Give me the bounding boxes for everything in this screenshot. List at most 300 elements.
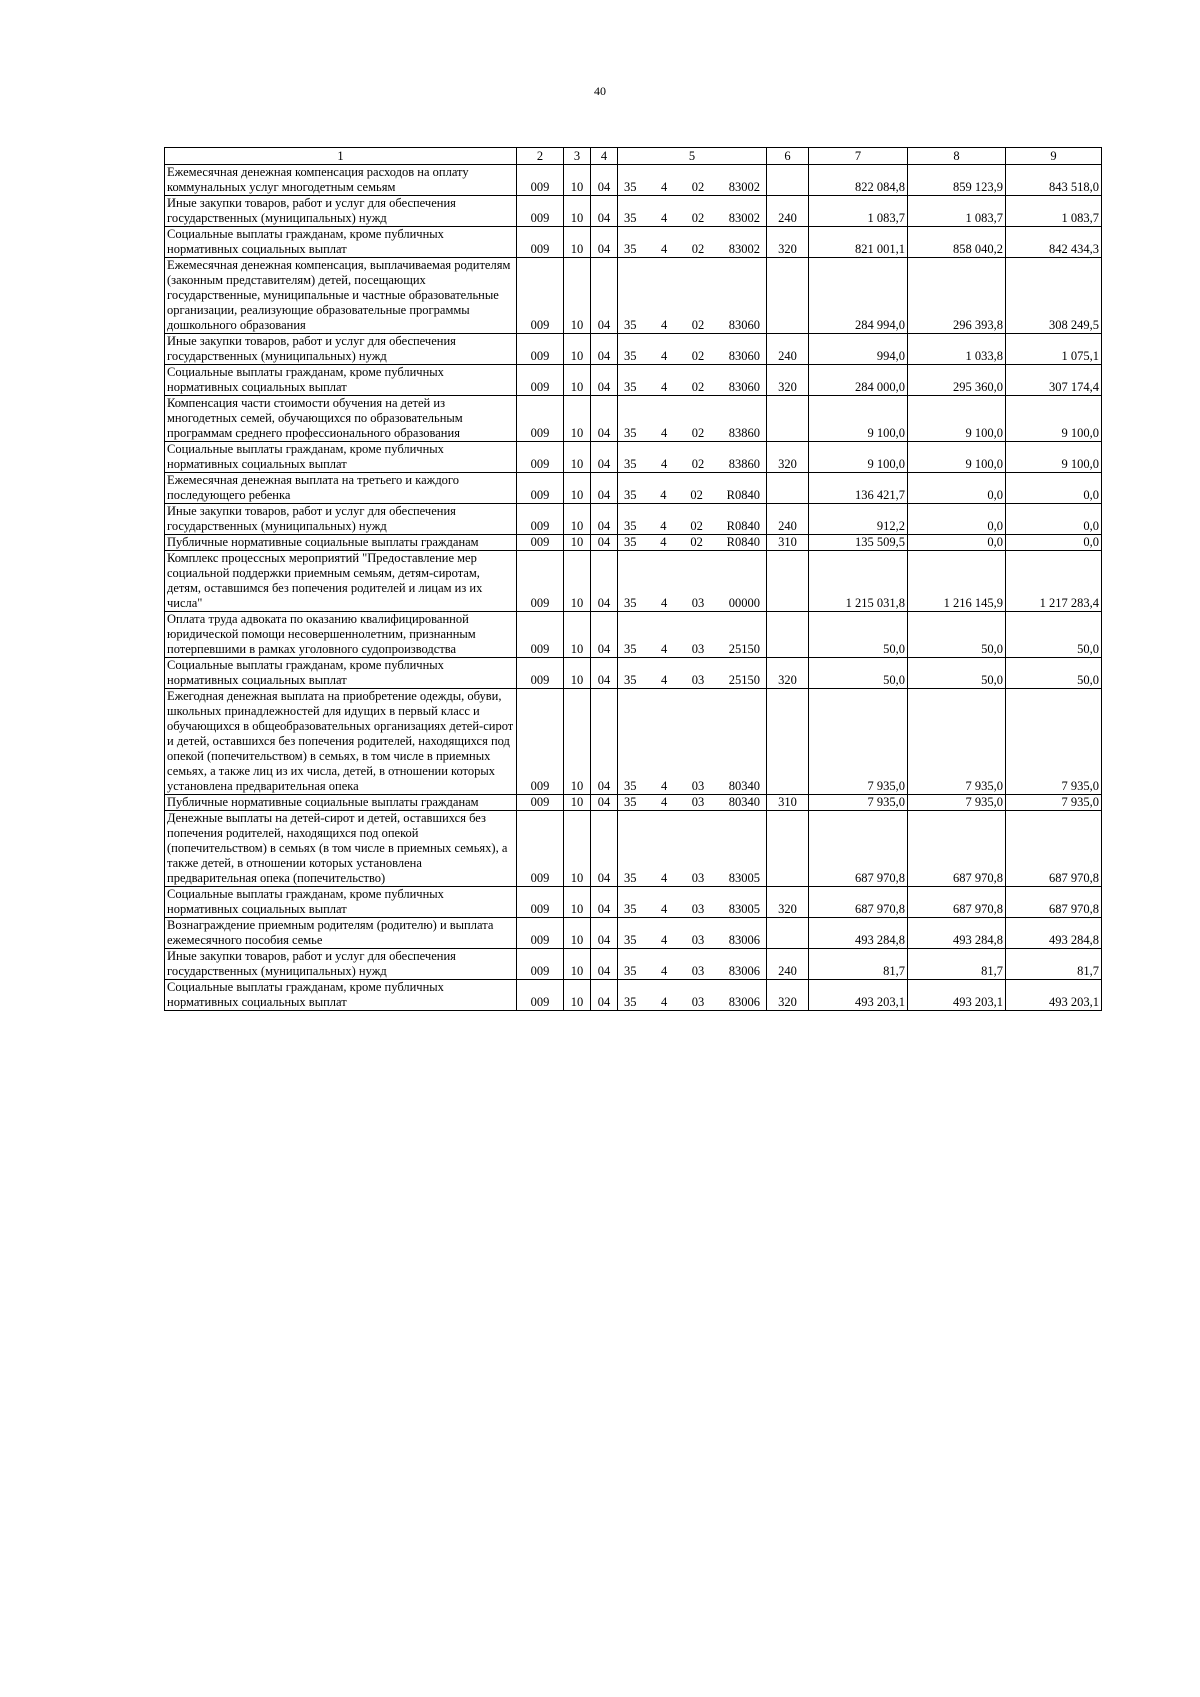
cell-amount-year3: 1 217 283,4 (1006, 551, 1102, 612)
table-row (165, 689, 1102, 795)
row-name: Социальные выплаты гражданам, кроме публичных нормативных социальных выплат (165, 980, 517, 1011)
cell-amount-year3: 493 203,1 (1006, 980, 1102, 1011)
cell-amount-year1: 822 084,8 (809, 165, 908, 196)
cell-expense-type: 240 (767, 196, 809, 227)
target-direction: 83860 (728, 426, 760, 440)
row-name: Иные закупки товаров, работ и услуг для обеспечения государственных (муниципальных) нужд (165, 334, 517, 365)
cell-subsection: 04 (591, 473, 618, 504)
cell-subsection: 04 (591, 535, 618, 551)
target-type: 4 (661, 242, 668, 256)
target-complex: 03 (691, 596, 705, 610)
cell-amount-year3: 687 970,8 (1006, 811, 1102, 887)
cell-section: 10 (564, 504, 591, 535)
cell-expense-type (767, 918, 809, 949)
cell-admin-code: 009 (517, 612, 564, 658)
table-row (165, 887, 1102, 918)
cell-subsection: 04 (591, 551, 618, 612)
cell-subsection: 04 (591, 365, 618, 396)
target-type: 4 (661, 795, 668, 809)
target-type: 4 (661, 995, 668, 1009)
col-header-3: 3 (564, 148, 591, 165)
table-row (165, 165, 1102, 196)
cell-amount-year3: 307 174,4 (1006, 365, 1102, 396)
cell-target-article (618, 612, 767, 658)
col-header-5: 5 (618, 148, 767, 165)
cell-target-article (618, 334, 767, 365)
target-type: 4 (661, 964, 668, 978)
target-complex: 02 (691, 318, 705, 332)
cell-amount-year1: 493 203,1 (809, 980, 908, 1011)
cell-admin-code: 009 (517, 689, 564, 795)
cell-amount-year1: 994,0 (809, 334, 908, 365)
cell-amount-year3: 1 075,1 (1006, 334, 1102, 365)
row-name: Ежемесячная денежная компенсация, выплачиваемая родителям (законным представителям) детей, посещающих государственные, муниципальные и частные образовательные организации, реализующие образовательные программы дошкольного образования (165, 258, 517, 334)
target-program: 35 (624, 211, 637, 225)
cell-amount-year1: 9 100,0 (809, 442, 908, 473)
cell-target-article (618, 689, 767, 795)
cell-subsection: 04 (591, 658, 618, 689)
target-type: 4 (661, 596, 668, 610)
cell-subsection: 04 (591, 258, 618, 334)
cell-subsection: 04 (591, 227, 618, 258)
cell-subsection: 04 (591, 949, 618, 980)
cell-admin-code: 009 (517, 887, 564, 918)
cell-expense-type (767, 396, 809, 442)
target-direction: 83060 (728, 318, 760, 332)
cell-subsection: 04 (591, 612, 618, 658)
cell-subsection: 04 (591, 918, 618, 949)
target-direction: 83060 (728, 380, 760, 394)
target-direction: 83002 (728, 211, 760, 225)
cell-target-article (618, 396, 767, 442)
target-complex: 03 (691, 795, 705, 809)
target-program: 35 (624, 902, 637, 916)
cell-section: 10 (564, 887, 591, 918)
target-type: 4 (661, 380, 668, 394)
target-complex: 02 (691, 211, 705, 225)
target-type: 4 (661, 871, 668, 885)
cell-expense-type (767, 473, 809, 504)
cell-subsection: 04 (591, 334, 618, 365)
cell-target-article (618, 795, 767, 811)
cell-target-article (618, 442, 767, 473)
cell-admin-code: 009 (517, 442, 564, 473)
target-direction: 25150 (728, 642, 760, 656)
target-direction: 00000 (728, 596, 760, 610)
cell-admin-code: 009 (517, 949, 564, 980)
cell-section: 10 (564, 918, 591, 949)
cell-amount-year3: 9 100,0 (1006, 396, 1102, 442)
table-row (165, 396, 1102, 442)
cell-section: 10 (564, 165, 591, 196)
cell-amount-year2: 0,0 (908, 504, 1006, 535)
cell-expense-type: 320 (767, 980, 809, 1011)
col-header-8: 8 (908, 148, 1006, 165)
target-direction: 80340 (728, 779, 760, 793)
table-row (165, 658, 1102, 689)
cell-amount-year3: 842 434,3 (1006, 227, 1102, 258)
cell-amount-year1: 1 215 031,8 (809, 551, 908, 612)
target-complex: 02 (691, 180, 705, 194)
cell-admin-code: 009 (517, 396, 564, 442)
cell-amount-year2: 50,0 (908, 658, 1006, 689)
cell-amount-year3: 493 284,8 (1006, 918, 1102, 949)
cell-amount-year2: 493 203,1 (908, 980, 1006, 1011)
cell-amount-year2: 687 970,8 (908, 811, 1006, 887)
target-type: 4 (661, 779, 668, 793)
cell-section: 10 (564, 334, 591, 365)
cell-subsection: 04 (591, 887, 618, 918)
target-type: 4 (661, 642, 668, 656)
target-direction: 83005 (728, 902, 760, 916)
cell-admin-code: 009 (517, 196, 564, 227)
cell-amount-year2: 0,0 (908, 473, 1006, 504)
row-name: Ежемесячная денежная компенсация расходов на оплату коммунальных услуг многодетным семьям (165, 165, 517, 196)
target-type: 4 (661, 349, 668, 363)
col-header-4: 4 (591, 148, 618, 165)
cell-amount-year2: 0,0 (908, 535, 1006, 551)
cell-amount-year3: 843 518,0 (1006, 165, 1102, 196)
cell-subsection: 04 (591, 980, 618, 1011)
target-type: 4 (660, 519, 667, 533)
cell-amount-year1: 821 001,1 (809, 227, 908, 258)
target-type: 4 (661, 902, 668, 916)
cell-subsection: 04 (591, 442, 618, 473)
target-program: 35 (624, 318, 637, 332)
target-direction: R0840 (726, 519, 760, 533)
cell-expense-type: 310 (767, 795, 809, 811)
target-program: 35 (624, 871, 637, 885)
row-name: Социальные выплаты гражданам, кроме публичных нормативных социальных выплат (165, 227, 517, 258)
table-row (165, 504, 1102, 535)
row-name: Иные закупки товаров, работ и услуг для обеспечения государственных (муниципальных) нужд (165, 949, 517, 980)
target-complex: 03 (691, 964, 705, 978)
target-direction: 83060 (728, 349, 760, 363)
table-row (165, 442, 1102, 473)
target-complex: 03 (691, 933, 705, 947)
target-complex: 03 (691, 779, 705, 793)
cell-amount-year3: 308 249,5 (1006, 258, 1102, 334)
cell-amount-year2: 81,7 (908, 949, 1006, 980)
target-program: 35 (624, 519, 637, 533)
cell-amount-year1: 7 935,0 (809, 795, 908, 811)
cell-target-article (618, 551, 767, 612)
row-name: Вознаграждение приемным родителям (родителю) и выплата ежемесячного пособия семье (165, 918, 517, 949)
table-row (165, 258, 1102, 334)
cell-amount-year1: 687 970,8 (809, 887, 908, 918)
row-name: Ежегодная денежная выплата на приобретение одежды, обуви, школьных принадлежностей для идущих в первый класс и обучающихся в общеобразовательных организациях детей-сирот и детей, оставшихся без попечения родителей, находящихся под опекой (попечительством) в семьях, в том числе в приемных семьях, а также лиц из их числа, детей, в отношении которых установлена предварительная опека (165, 689, 517, 795)
cell-amount-year2: 9 100,0 (908, 396, 1006, 442)
cell-target-article (618, 918, 767, 949)
cell-admin-code: 009 (517, 227, 564, 258)
cell-amount-year1: 9 100,0 (809, 396, 908, 442)
header-row (165, 148, 1102, 165)
cell-admin-code: 009 (517, 535, 564, 551)
cell-amount-year2: 50,0 (908, 612, 1006, 658)
cell-expense-type: 320 (767, 887, 809, 918)
cell-section: 10 (564, 658, 591, 689)
target-direction: 83005 (728, 871, 760, 885)
table-row (165, 365, 1102, 396)
cell-subsection: 04 (591, 504, 618, 535)
target-type: 4 (661, 211, 668, 225)
cell-section: 10 (564, 535, 591, 551)
target-type: 4 (660, 535, 667, 549)
cell-admin-code: 009 (517, 918, 564, 949)
target-program: 35 (624, 488, 637, 502)
cell-expense-type: 240 (767, 334, 809, 365)
cell-amount-year3: 7 935,0 (1006, 795, 1102, 811)
target-type: 4 (661, 457, 668, 471)
cell-amount-year2: 9 100,0 (908, 442, 1006, 473)
cell-admin-code: 009 (517, 473, 564, 504)
cell-amount-year3: 81,7 (1006, 949, 1102, 980)
table-row (165, 196, 1102, 227)
cell-amount-year1: 50,0 (809, 658, 908, 689)
table-row (165, 795, 1102, 811)
cell-section: 10 (564, 227, 591, 258)
target-direction: 83006 (728, 933, 760, 947)
target-direction: 83006 (728, 964, 760, 978)
cell-amount-year1: 136 421,7 (809, 473, 908, 504)
cell-amount-year2: 1 083,7 (908, 196, 1006, 227)
target-type: 4 (661, 426, 668, 440)
target-program: 35 (624, 642, 637, 656)
table-body (165, 165, 1102, 1011)
cell-section: 10 (564, 396, 591, 442)
page-number: 40 (594, 84, 606, 98)
cell-target-article (618, 949, 767, 980)
cell-target-article (618, 473, 767, 504)
table-row (165, 811, 1102, 887)
cell-admin-code: 009 (517, 365, 564, 396)
target-complex: 02 (690, 488, 703, 502)
cell-expense-type: 310 (767, 535, 809, 551)
cell-expense-type: 320 (767, 227, 809, 258)
target-direction: R0840 (726, 535, 760, 549)
table-row (165, 334, 1102, 365)
cell-amount-year1: 7 935,0 (809, 689, 908, 795)
table-row (165, 980, 1102, 1011)
row-name: Социальные выплаты гражданам, кроме публичных нормативных социальных выплат (165, 365, 517, 396)
row-name: Иные закупки товаров, работ и услуг для обеспечения государственных (муниципальных) нужд (165, 504, 517, 535)
cell-amount-year2: 859 123,9 (908, 165, 1006, 196)
cell-amount-year2: 7 935,0 (908, 689, 1006, 795)
cell-section: 10 (564, 980, 591, 1011)
cell-section: 10 (564, 196, 591, 227)
cell-subsection: 04 (591, 396, 618, 442)
cell-section: 10 (564, 612, 591, 658)
row-name: Оплата труда адвоката по оказанию квалифицированной юридической помощи несовершеннолетним, признанным потерпевшими в рамках уголовного судопроизводства (165, 612, 517, 658)
table-row (165, 551, 1102, 612)
cell-target-article (618, 258, 767, 334)
table-row (165, 227, 1102, 258)
col-header-9: 9 (1006, 148, 1102, 165)
cell-amount-year1: 284 000,0 (809, 365, 908, 396)
target-program: 35 (624, 535, 637, 549)
cell-target-article (618, 227, 767, 258)
cell-subsection: 04 (591, 165, 618, 196)
cell-target-article (618, 887, 767, 918)
row-name: Комплекс процессных мероприятий "Предоставление мер социальной поддержки приемным семьям, детям-сиротам, детям, оставшимся без попечения родителей и лицам из их числа" (165, 551, 517, 612)
cell-target-article (618, 504, 767, 535)
cell-section: 10 (564, 795, 591, 811)
cell-expense-type (767, 165, 809, 196)
target-complex: 03 (691, 902, 705, 916)
cell-target-article (618, 658, 767, 689)
target-program: 35 (624, 933, 637, 947)
cell-target-article (618, 196, 767, 227)
col-header-7: 7 (809, 148, 908, 165)
table-row (165, 918, 1102, 949)
cell-amount-year1: 50,0 (809, 612, 908, 658)
cell-admin-code: 009 (517, 334, 564, 365)
cell-expense-type (767, 258, 809, 334)
table-row (165, 612, 1102, 658)
cell-target-article (618, 980, 767, 1011)
row-name: Социальные выплаты гражданам, кроме публичных нормативных социальных выплат (165, 442, 517, 473)
cell-amount-year3: 7 935,0 (1006, 689, 1102, 795)
target-program: 35 (624, 380, 637, 394)
cell-expense-type: 240 (767, 504, 809, 535)
cell-section: 10 (564, 551, 591, 612)
cell-section: 10 (564, 258, 591, 334)
cell-amount-year2: 1 033,8 (908, 334, 1006, 365)
table-row (165, 473, 1102, 504)
cell-admin-code: 009 (517, 504, 564, 535)
budget-table (164, 147, 1102, 1011)
target-complex: 03 (691, 995, 705, 1009)
target-complex: 02 (690, 535, 703, 549)
target-program: 35 (624, 242, 637, 256)
cell-amount-year3: 687 970,8 (1006, 887, 1102, 918)
cell-amount-year2: 1 216 145,9 (908, 551, 1006, 612)
target-complex: 03 (691, 871, 705, 885)
cell-amount-year2: 858 040,2 (908, 227, 1006, 258)
target-program: 35 (624, 964, 637, 978)
target-direction: 80340 (728, 795, 760, 809)
target-direction: 83006 (728, 995, 760, 1009)
cell-expense-type: 240 (767, 949, 809, 980)
target-complex: 02 (691, 426, 705, 440)
cell-admin-code: 009 (517, 658, 564, 689)
target-type: 4 (661, 673, 668, 687)
row-name: Ежемесячная денежная выплата на третьего и каждого последующего ребенка (165, 473, 517, 504)
row-name: Иные закупки товаров, работ и услуг для обеспечения государственных (муниципальных) нужд (165, 196, 517, 227)
target-program: 35 (624, 349, 637, 363)
cell-expense-type (767, 811, 809, 887)
target-direction: 83002 (728, 242, 760, 256)
cell-amount-year2: 7 935,0 (908, 795, 1006, 811)
target-program: 35 (624, 795, 637, 809)
cell-subsection: 04 (591, 795, 618, 811)
cell-target-article (618, 365, 767, 396)
cell-amount-year1: 81,7 (809, 949, 908, 980)
target-program: 35 (624, 673, 637, 687)
col-header-6: 6 (767, 148, 809, 165)
target-program: 35 (624, 180, 637, 194)
target-direction: 83860 (728, 457, 760, 471)
cell-expense-type (767, 612, 809, 658)
cell-section: 10 (564, 949, 591, 980)
target-program: 35 (624, 779, 637, 793)
target-type: 4 (661, 180, 668, 194)
target-complex: 02 (691, 380, 705, 394)
cell-expense-type: 320 (767, 442, 809, 473)
cell-amount-year3: 50,0 (1006, 612, 1102, 658)
cell-section: 10 (564, 811, 591, 887)
cell-amount-year1: 284 994,0 (809, 258, 908, 334)
cell-admin-code: 009 (517, 551, 564, 612)
cell-amount-year2: 295 360,0 (908, 365, 1006, 396)
target-program: 35 (624, 426, 637, 440)
target-program: 35 (624, 995, 637, 1009)
cell-amount-year1: 135 509,5 (809, 535, 908, 551)
cell-subsection: 04 (591, 811, 618, 887)
target-complex: 02 (691, 242, 705, 256)
cell-amount-year1: 1 083,7 (809, 196, 908, 227)
target-direction: 83002 (728, 180, 760, 194)
col-header-1: 1 (165, 148, 517, 165)
cell-admin-code: 009 (517, 258, 564, 334)
cell-target-article (618, 811, 767, 887)
target-complex: 02 (691, 349, 705, 363)
cell-section: 10 (564, 473, 591, 504)
cell-admin-code: 009 (517, 980, 564, 1011)
target-complex: 02 (690, 519, 703, 533)
target-program: 35 (624, 596, 637, 610)
row-name: Социальные выплаты гражданам, кроме публичных нормативных социальных выплат (165, 887, 517, 918)
target-direction: 25150 (728, 673, 760, 687)
cell-expense-type: 320 (767, 365, 809, 396)
target-complex: 03 (691, 642, 705, 656)
cell-amount-year3: 0,0 (1006, 504, 1102, 535)
cell-amount-year3: 1 083,7 (1006, 196, 1102, 227)
cell-amount-year2: 687 970,8 (908, 887, 1006, 918)
cell-subsection: 04 (591, 689, 618, 795)
cell-amount-year1: 912,2 (809, 504, 908, 535)
table-row (165, 949, 1102, 980)
row-name: Публичные нормативные социальные выплаты гражданам (165, 795, 517, 811)
cell-target-article (618, 535, 767, 551)
table-row (165, 535, 1102, 551)
target-type: 4 (660, 488, 667, 502)
cell-section: 10 (564, 365, 591, 396)
row-name: Компенсация части стоимости обучения на детей из многодетных семей, обучающихся по образовательным программам среднего профессионального образования (165, 396, 517, 442)
target-direction: R0840 (726, 488, 760, 502)
target-type: 4 (661, 318, 668, 332)
cell-admin-code: 009 (517, 165, 564, 196)
cell-admin-code: 009 (517, 811, 564, 887)
row-name: Денежные выплаты на детей-сирот и детей, оставшихся без попечения родителей, находящихся под опекой (попечительством) в семьях (в том числе в приемных семьях), а также детей, в отношении которых установлена предварительная опека (попечительство) (165, 811, 517, 887)
cell-amount-year3: 0,0 (1006, 473, 1102, 504)
cell-amount-year3: 50,0 (1006, 658, 1102, 689)
row-name: Социальные выплаты гражданам, кроме публичных нормативных социальных выплат (165, 658, 517, 689)
cell-expense-type (767, 689, 809, 795)
col-header-2: 2 (517, 148, 564, 165)
cell-amount-year1: 687 970,8 (809, 811, 908, 887)
target-program: 35 (624, 457, 637, 471)
cell-subsection: 04 (591, 196, 618, 227)
cell-expense-type (767, 551, 809, 612)
cell-target-article (618, 165, 767, 196)
target-type: 4 (661, 933, 668, 947)
cell-amount-year3: 0,0 (1006, 535, 1102, 551)
row-name: Публичные нормативные социальные выплаты гражданам (165, 535, 517, 551)
cell-amount-year2: 493 284,8 (908, 918, 1006, 949)
cell-amount-year3: 9 100,0 (1006, 442, 1102, 473)
cell-admin-code: 009 (517, 795, 564, 811)
